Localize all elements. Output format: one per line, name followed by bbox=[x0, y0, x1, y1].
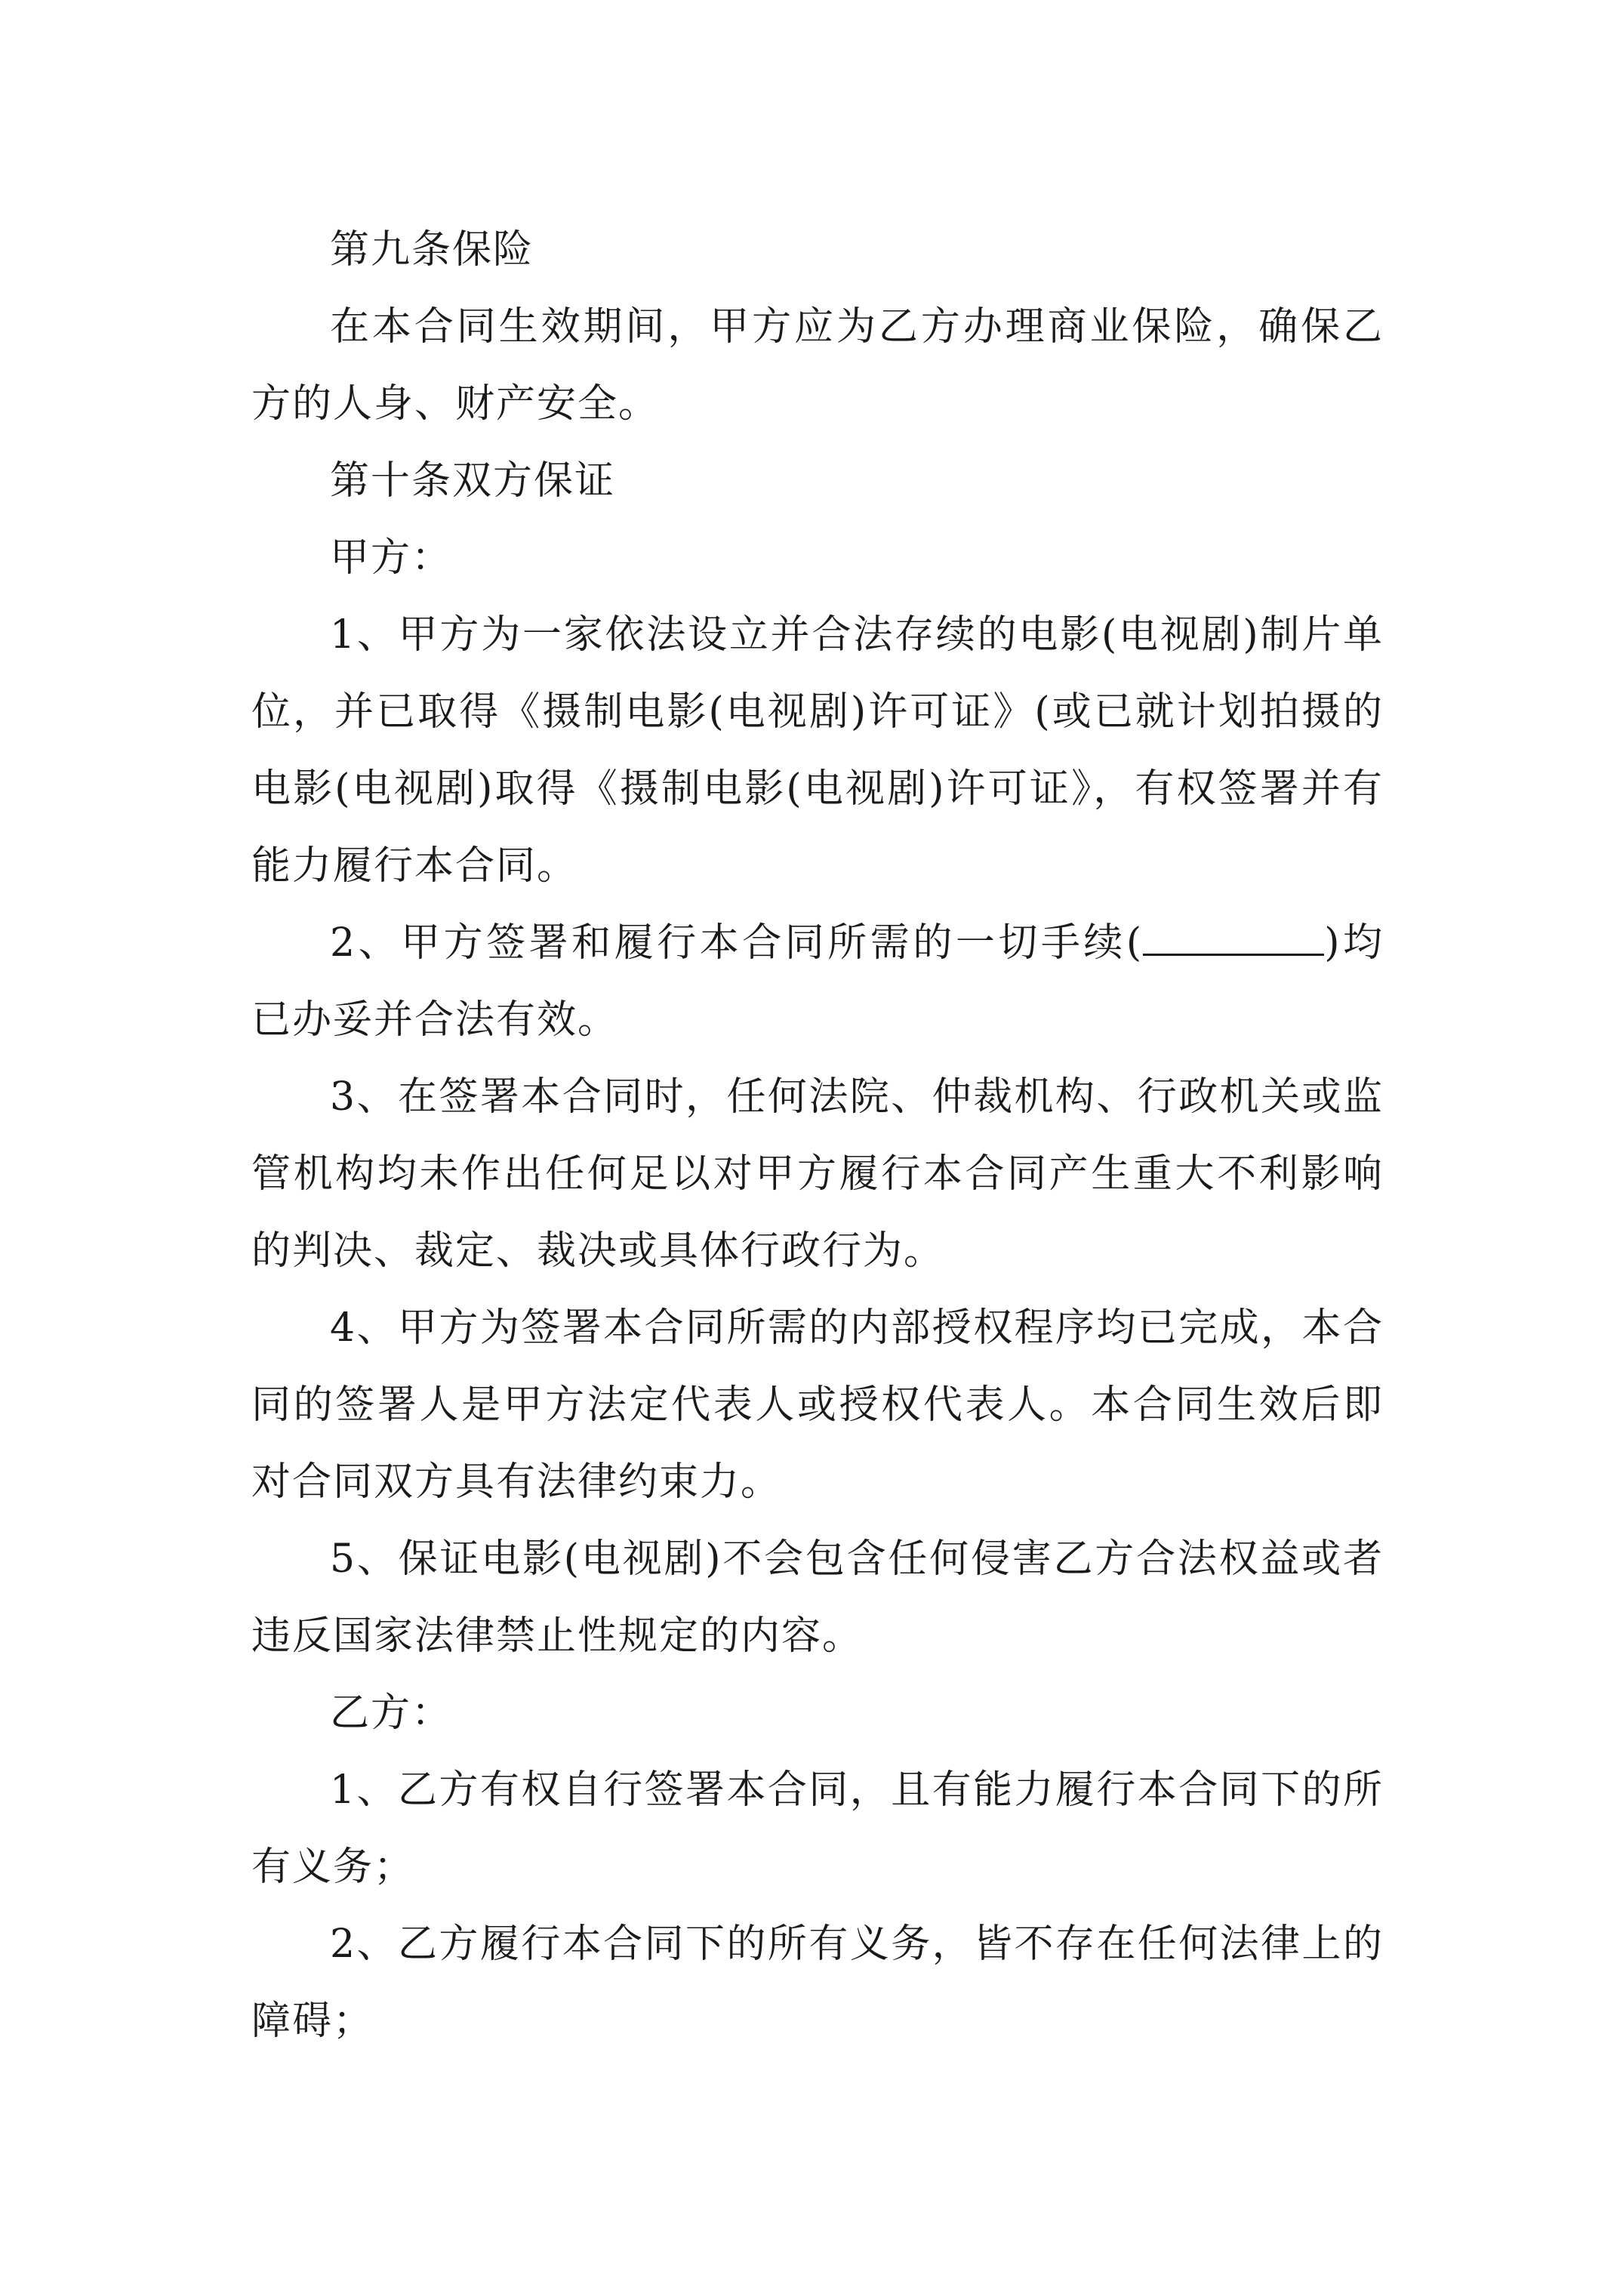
party-a-clause-4: 4、甲方为签署本合同所需的内部授权程序均已完成，本合同的签署人是甲方法定代表人或授权代表人。本合同生效后即对合同双方具有法律约束力。 bbox=[251, 1305, 1384, 1505]
article-9-heading: 第九条保险 bbox=[330, 227, 534, 273]
clause-2-end: )均已办妥并合法有效。 bbox=[251, 920, 1384, 1043]
party-a-clause-2 bbox=[251, 905, 1384, 1059]
party-b-clause-2: 2、乙方履行本合同下的所有义务，皆不存在任何法律上的障碍； bbox=[251, 1922, 1384, 2044]
party-a-clause-1: 1、甲方为一家依法设立并合法存续的电影(电视剧)制片单位，并已取得《摄制电影(电视剧)许可证》(或已就计划拍摄的电影(电视剧)取得《摄制电影(电视剧)许可证》，有权签署并有能力履行本合同。 bbox=[251, 612, 1384, 889]
party-a-label: 甲方： bbox=[330, 535, 453, 581]
party-a-clause-3: 3、在签署本合同时，任何法院、仲裁机构、行政机关或监管机构均未作出任何足以对甲方履行本合同产生重大不利影响的判决、裁定、裁决或具体行政行为。 bbox=[251, 1074, 1384, 1274]
fill-in-blank bbox=[1143, 918, 1324, 956]
party-b-label: 乙方： bbox=[330, 1690, 453, 1736]
party-a-clause-5: 5、保证电影(电视剧)不会包含任何侵害乙方合法权益或者违反国家法律禁止性规定的内容。 bbox=[251, 1536, 1384, 1659]
party-b-clause-1: 1、乙方有权自行签署本合同，且有能力履行本合同下的所有义务； bbox=[251, 1767, 1384, 1890]
article-10-heading: 第十条双方保证 bbox=[330, 458, 616, 504]
article-9-text: 在本合同生效期间，甲方应为乙方办理商业保险，确保乙方的人身、财产安全。 bbox=[251, 304, 1384, 427]
document-body bbox=[251, 211, 1384, 2060]
clause-2-start: 2、甲方签署和履行本合同所需的一切手续( bbox=[330, 920, 1144, 966]
